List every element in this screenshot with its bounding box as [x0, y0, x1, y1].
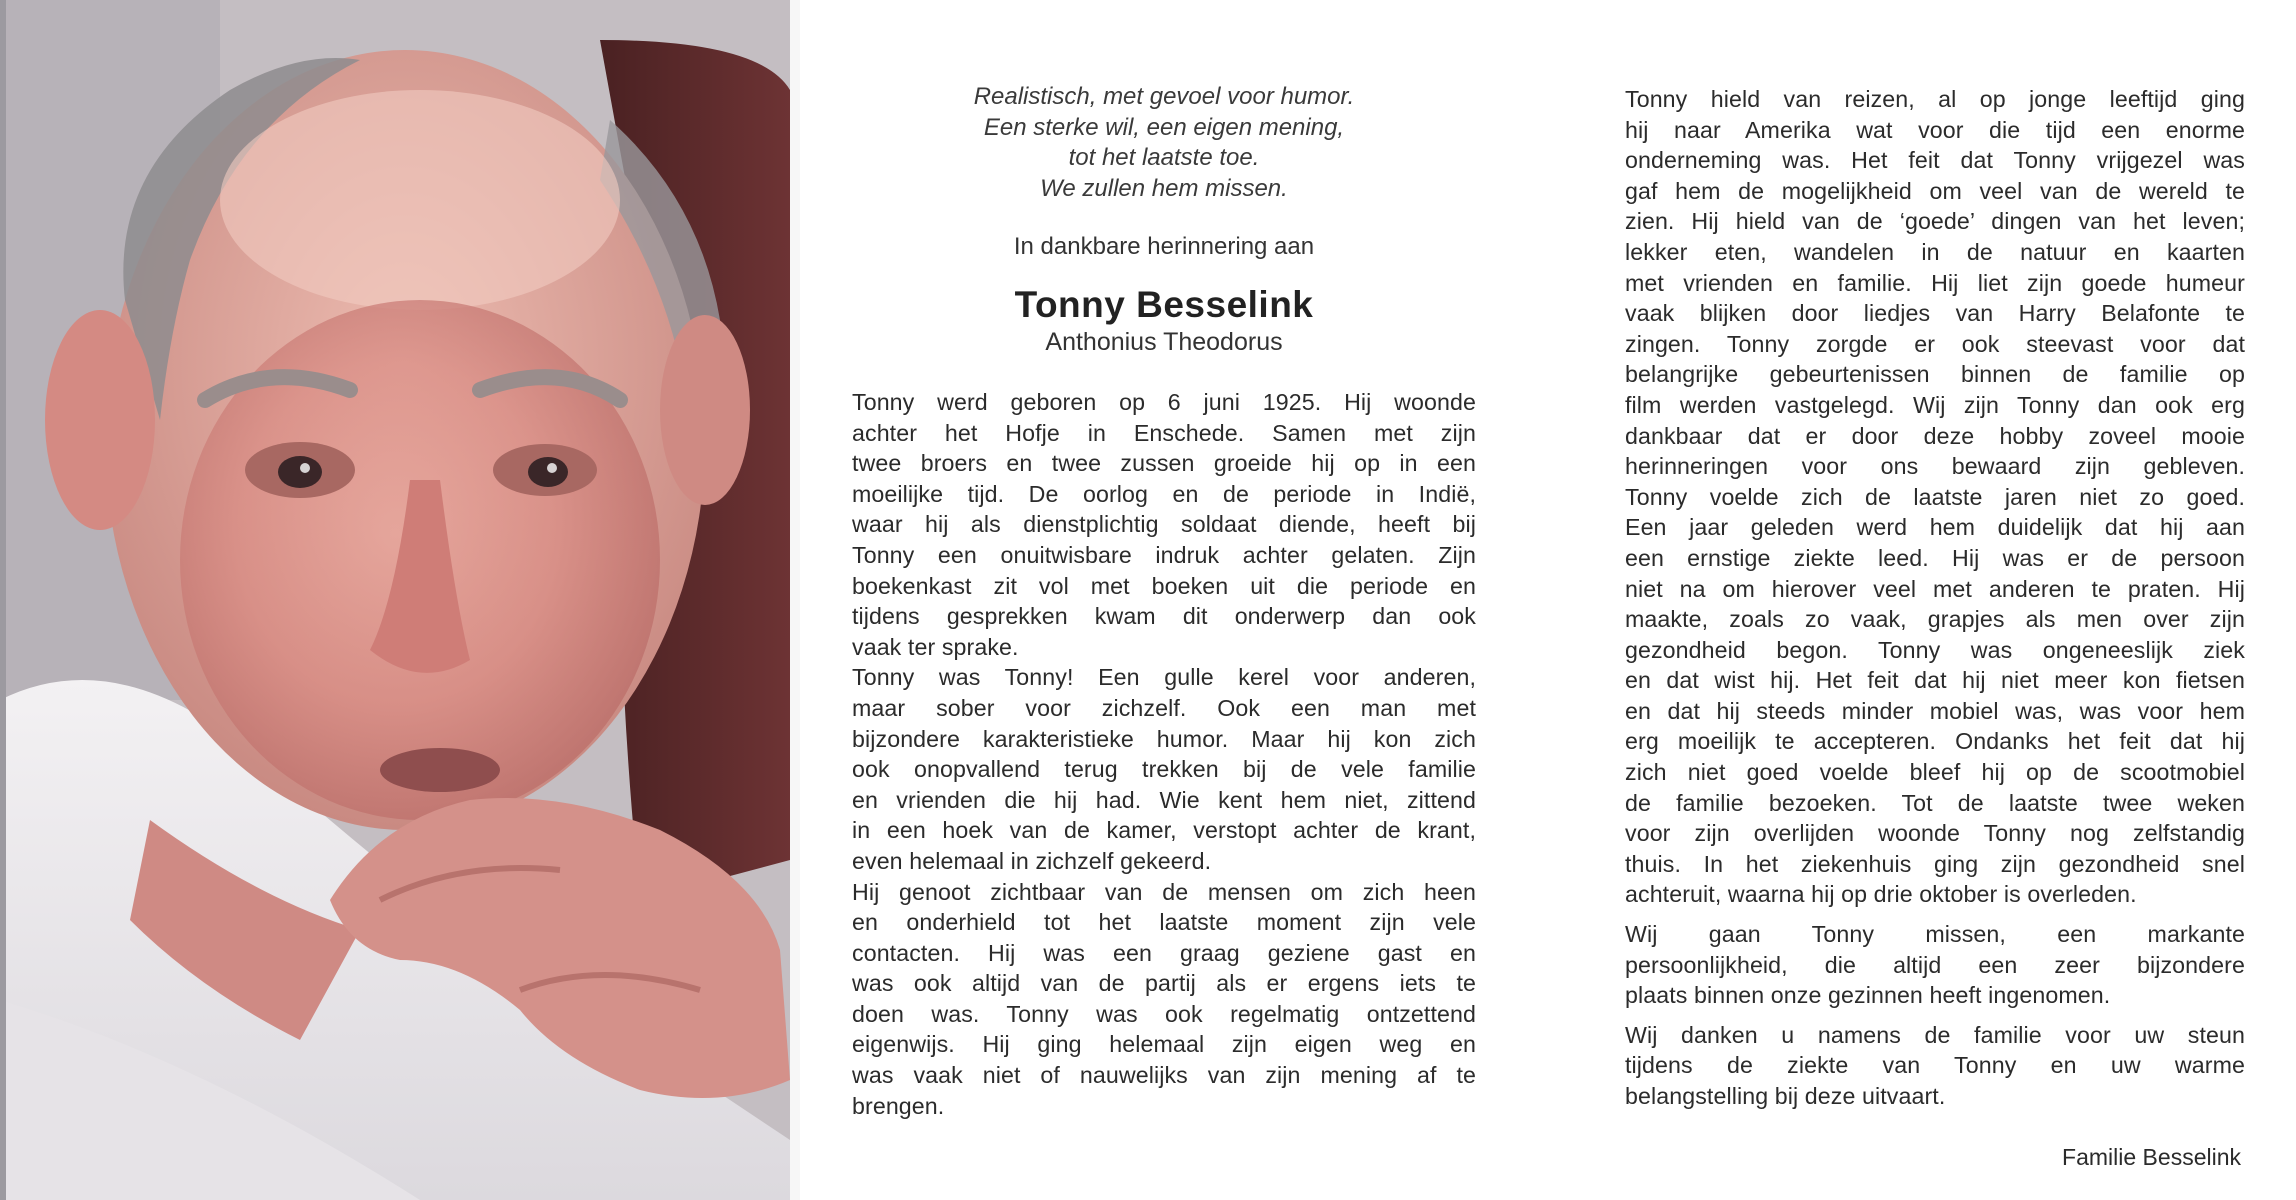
poem-line: Realistisch, met gevoel voor humor. [973, 83, 1355, 110]
text-line: en dat wist hij. Het feit dat hij niet meer kon fietsen [1625, 667, 2245, 694]
poem-line: tot het laatste toe. [1068, 144, 1260, 171]
text-line: herinneringen voor ons bewaard zijn gebleven. [1625, 453, 2245, 480]
poem [852, 82, 1476, 204]
given-names: Anthonius Theodorus [1045, 328, 1283, 356]
text-line: film werden vastgelegd. Wij zijn Tonny dan ook erg [1625, 391, 2245, 418]
text-line: en onderhield tot het laatste moment zijn vele [852, 909, 1476, 936]
portrait-photo [0, 0, 790, 1200]
text-line: Wij danken u namens de familie voor uw steun [1625, 1021, 2245, 1048]
text-line: was vaak niet of nauwelijks van zijn mening af te [852, 1062, 1476, 1089]
biography-continued [1625, 84, 2245, 1112]
text-line: Tonny werd geboren op 6 juni 1925. Hij woonde [852, 389, 1476, 415]
text-line: ook onopvallend terug trekken bij de vele familie [852, 756, 1476, 783]
text-line: zien. Hij hield van de ‘goede’ dingen van het leven; [1625, 208, 2245, 235]
text-line: erg moeilijk te accepteren. Ondanks het feit dat hij [1625, 728, 2245, 755]
text-line: waar hij als dienstplichtig soldaat diende, heeft bij [852, 511, 1476, 538]
deceased-name: Tonny Besselink [1014, 284, 1314, 325]
text-line: hij naar Amerika wat voor die tijd een enorme [1625, 116, 2245, 143]
page-fold [790, 0, 800, 1200]
text-line: vaak blijken door liedjes van Harry Belafonte te [1625, 300, 2245, 327]
paragraph [852, 662, 1476, 876]
text-line: vaak ter sprake. [852, 633, 1019, 660]
text-line: de familie bezoeken. Tot de laatste twee weken [1625, 789, 2245, 816]
text-line: bijzondere karakteristieke humor. Maar hij kon zich [852, 725, 1476, 752]
text-line: contacten. Hij was een graag geziene gast en [852, 939, 1476, 966]
text-line: gaf hem de mogelijkheid om veel van de wereld te [1625, 177, 2245, 204]
text-line: brengen. [852, 1092, 945, 1119]
text-line: Hij genoot zichtbaar van de mensen om zich heen [852, 878, 1476, 905]
text-line: twee broers en twee zussen groeide hij op in een [852, 450, 1476, 477]
paragraph [1625, 919, 2245, 1011]
text-line: Tonny was Tonny! Een gulle kerel voor anderen, [852, 664, 1476, 691]
text-line: belangstelling bij deze uitvaart. [1625, 1083, 1946, 1109]
text-line: niet na om hierover veel met anderen te praten. Hij [1625, 575, 2245, 602]
text-line: gezondheid begon. Tonny was ongeneeslijk ziek [1625, 636, 2245, 663]
text-line: maakte, zoals zo vaak, grapjes als men over zijn [1625, 606, 2245, 633]
text-line: in een hoek van de kamer, verstopt achter de krant, [852, 817, 1476, 844]
poem-line: We zullen hem missen. [1040, 174, 1288, 202]
text-line: zich niet goed voelde bleef hij op de scootmobiel [1625, 759, 2245, 786]
middle-column [852, 82, 1476, 1121]
text-line: maar sober voor zichzelf. Ook een man met [852, 694, 1476, 721]
signature: Familie Besselink [2062, 1143, 2241, 1170]
paragraph [852, 877, 1476, 1122]
text-line: belangrijke gebeurtenissen binnen de familie op [1625, 361, 2245, 388]
paragraph [1625, 84, 2245, 910]
poem-line: Een sterke wil, een eigen mening, [983, 113, 1345, 141]
text-line: en vrienden die hij had. Wie kent hem niet, zittend [852, 786, 1476, 813]
text-line: eigenwijs. Hij ging helemaal zijn eigen weg en [852, 1031, 1476, 1058]
text-line: moeilijke tijd. De oorlog en de periode in Indië, [852, 480, 1476, 507]
text-line: en dat hij steeds minder mobiel was, was voor hem [1625, 697, 2245, 724]
text-line: doen was. Tonny was ook regelmatig ontzettend [852, 1000, 1476, 1027]
intro-text: In dankbare herinnering aan [1013, 233, 1315, 260]
text-line: boekenkast zit vol met boeken uit die periode en [852, 572, 1476, 599]
right-column [1625, 84, 2245, 1172]
text-line: Tonny een onuitwisbare indruk achter gelaten. Zijn [852, 541, 1476, 568]
text-line: Tonny hield van reizen, al op jonge leeftijd ging [1625, 86, 2245, 112]
text-line: een ernstige ziekte leed. Hij was er de persoon [1625, 544, 2245, 571]
text-line: voor zijn overlijden woonde Tonny nog zelfstandig [1625, 820, 2245, 847]
text-line: tijdens gesprekken kwam dit onderwerp dan ook [852, 603, 1476, 630]
text-line: lekker eten, wandelen in de natuur en kaarten [1625, 238, 2245, 265]
text-line: thuis. In het ziekenhuis ging zijn gezondheid snel [1625, 850, 2245, 877]
text-line: met vrienden en familie. Hij liet zijn goede humeur [1625, 269, 2245, 296]
text-line: Tonny voelde zich de laatste jaren niet zo goed. [1625, 483, 2245, 510]
text-line: plaats binnen onze gezinnen heeft ingenomen. [1625, 982, 2111, 1009]
text-line: zingen. Tonny zorgde er ook steevast voor dat [1625, 330, 2245, 357]
text-line: even helemaal in zichzelf gekeerd. [852, 847, 1212, 874]
text-line: onderneming was. Het feit dat Tonny vrijgezel was [1625, 147, 2245, 174]
biography-text [852, 387, 1476, 1121]
text-line: tijdens de ziekte van Tonny en uw warme [1625, 1052, 2245, 1079]
text-line: achteruit, waarna hij op drie oktober is overleden. [1625, 881, 2137, 908]
paragraph [1625, 1020, 2245, 1112]
text-line: Wij gaan Tonny missen, een markante [1625, 921, 2245, 948]
text-line: was ook altijd van de partij als er ergens iets te [852, 970, 1476, 997]
text-line: achter het Hofje in Enschede. Samen met zijn [852, 419, 1476, 446]
text-line: persoonlijkheid, die altijd een zeer bijzondere [1625, 951, 2245, 978]
text-line: dankbaar dat er door deze hobby zoveel mooie [1625, 422, 2245, 449]
paragraph [852, 387, 1476, 662]
text-line: Een jaar geleden werd hem duidelijk dat hij aan [1625, 514, 2245, 541]
